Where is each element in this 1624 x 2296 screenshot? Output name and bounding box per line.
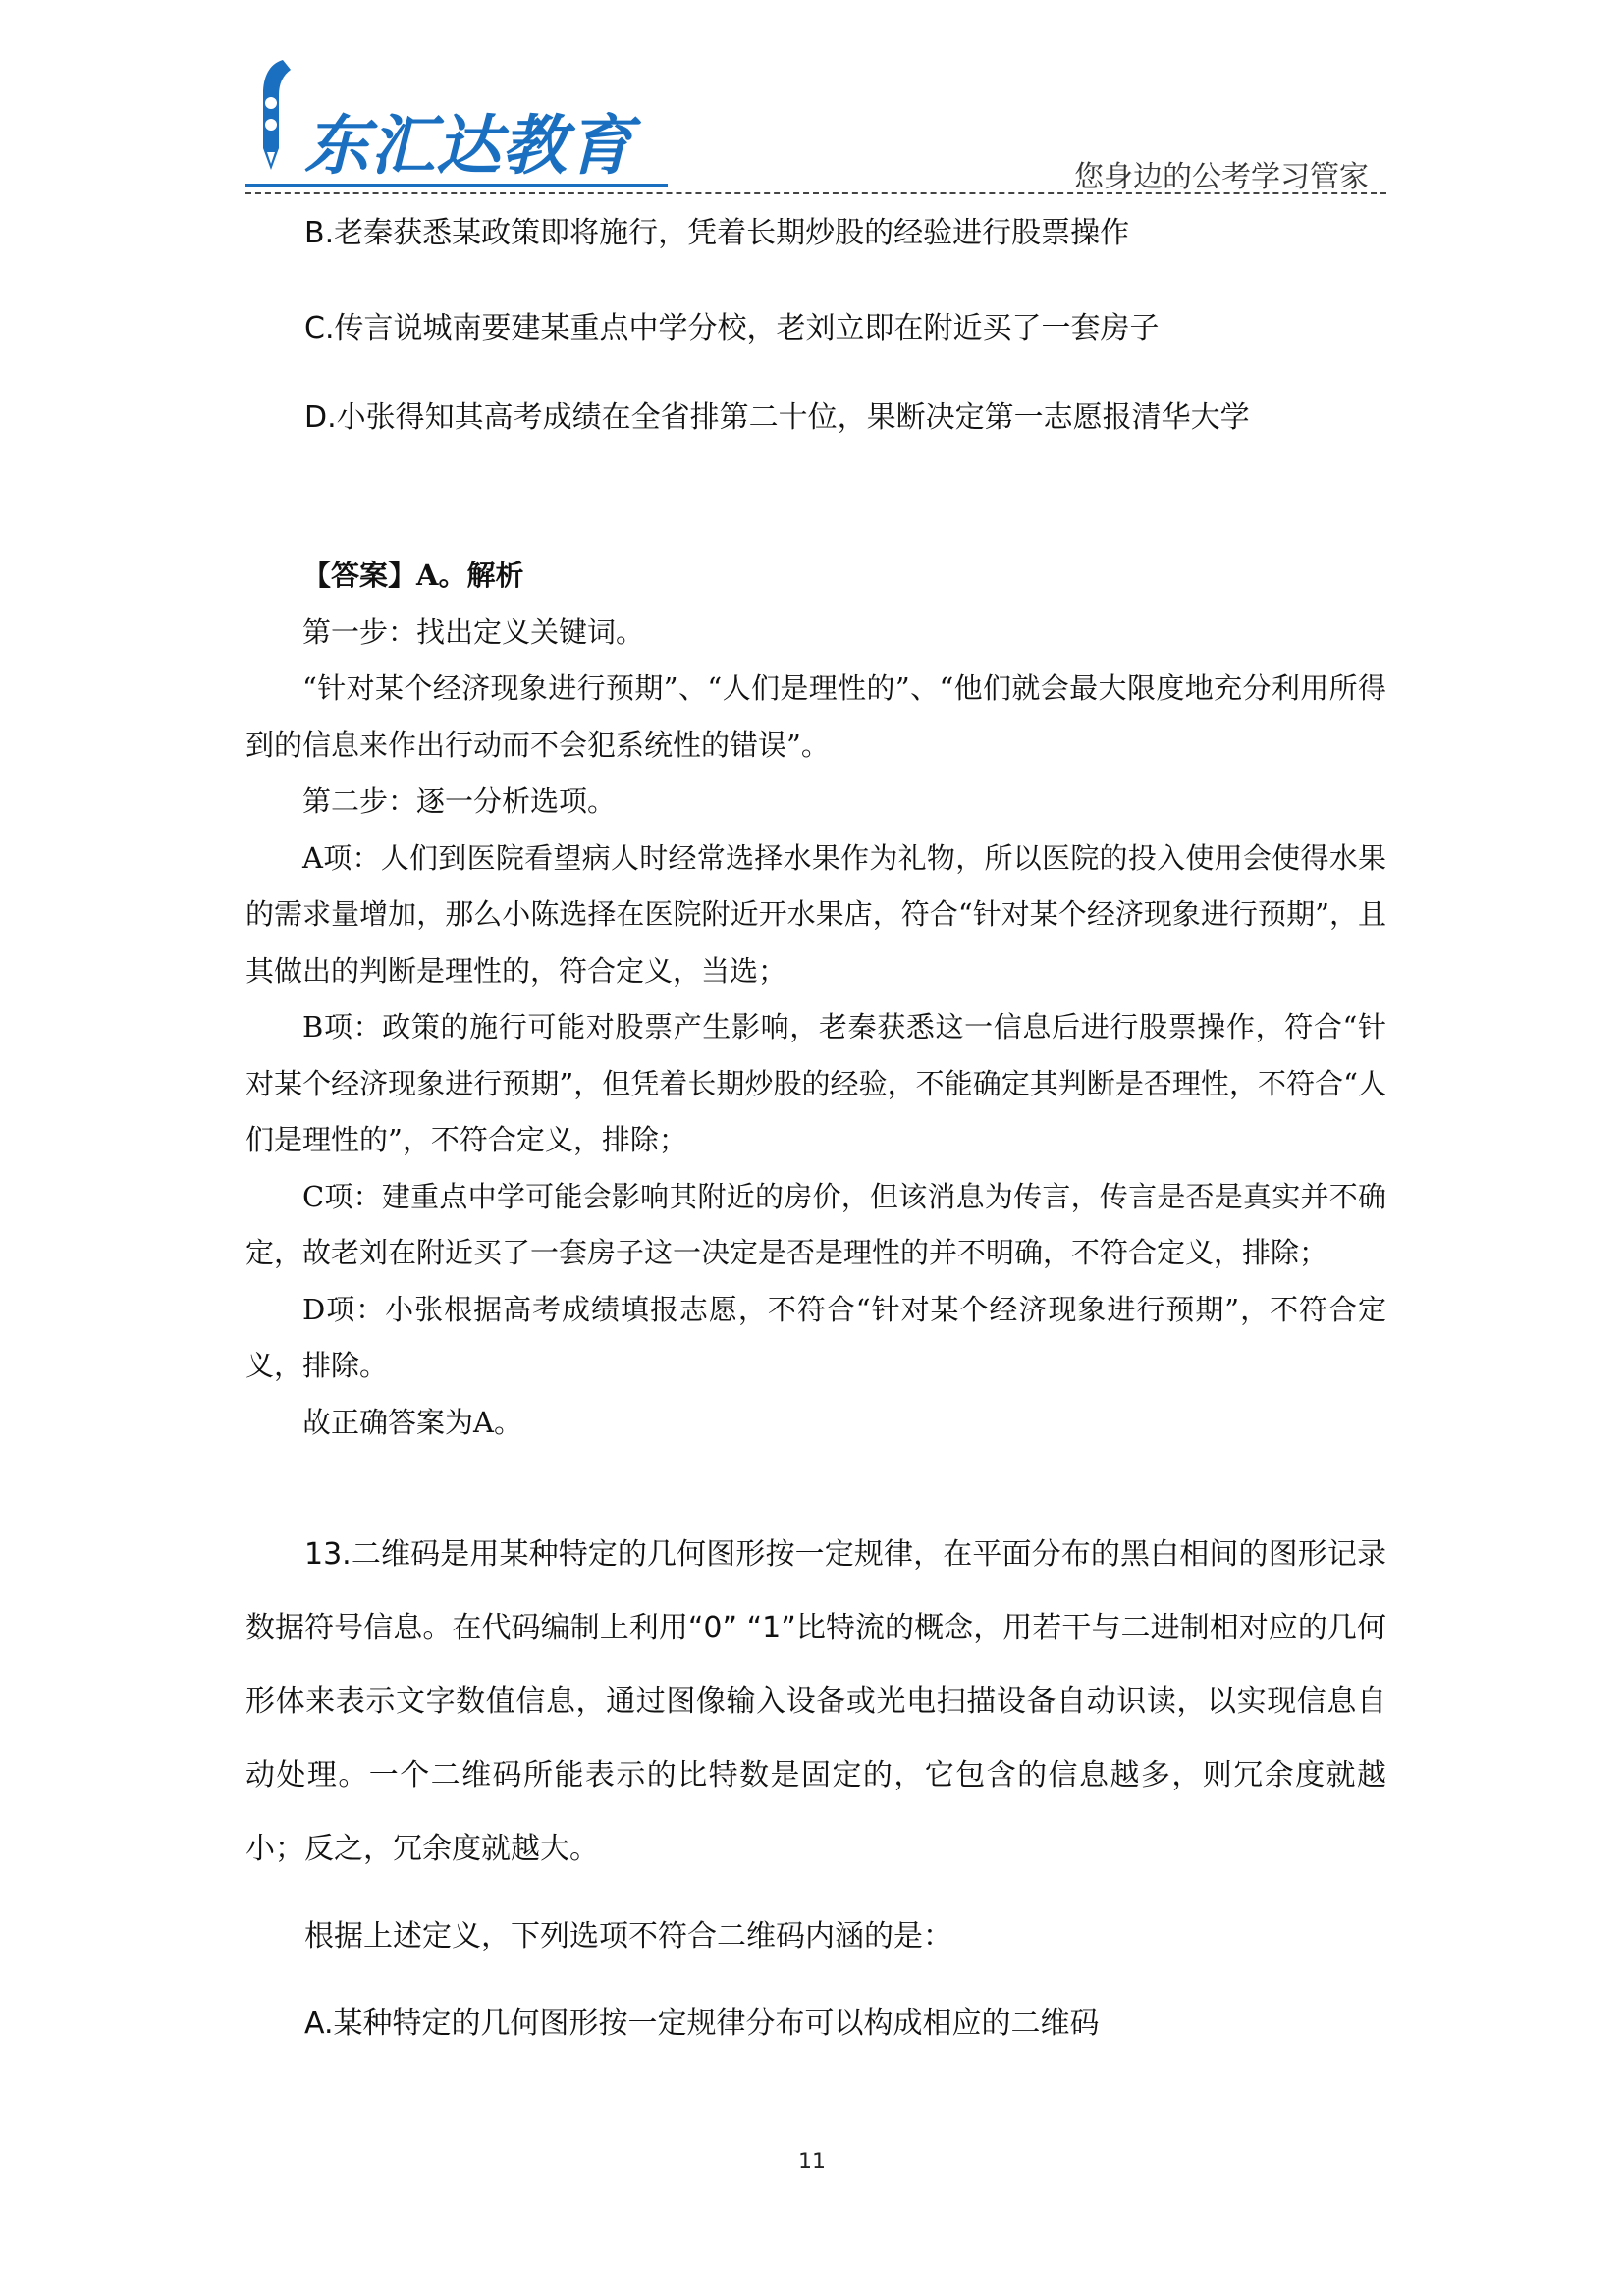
answer-heading: 【答案】A。解析 bbox=[302, 559, 524, 592]
logo bbox=[245, 54, 668, 182]
analysis-option-d: D项：小张根据高考成绩填报志愿，不符合“针对某个经济现象进行预期”，不符合定义，排除。 bbox=[245, 1292, 1386, 1382]
header-rule-dashed bbox=[245, 192, 1386, 194]
question-13-option-a: A.某种特定的几何图形按一定规律分布可以构成相应的二维码 bbox=[304, 2006, 1100, 2041]
page-number: 11 bbox=[798, 2150, 826, 2174]
question-13-stem: 13.二维码是用某种特定的几何图形按一定规律，在平面分布的黑白相间的图形记录数据符号信息。在代码编制上利用“0” “1”比特流的概念，用若干与二进制相对应的几何形体来表示文字数值信息，通过图像输入设备或光电扫描设备自动识读，以实现信息自动处理。一个二维码所能表示的比特数是固定的，它包含的信息越多，则冗余度就越小；反之，冗余度就越大。 bbox=[245, 1537, 1386, 1866]
analysis-conclusion: 故正确答案为A。 bbox=[302, 1405, 522, 1439]
analysis-step-1: 第一步：找出定义关键词。 bbox=[302, 614, 645, 649]
pen-icon bbox=[245, 54, 304, 182]
page-header bbox=[245, 54, 1386, 201]
page-content bbox=[245, 196, 1386, 2060]
spacer bbox=[245, 454, 1386, 548]
option-c: C.传言说城南要建某重点中学分校，老刘立即在附近买了一套房子 bbox=[304, 311, 1160, 346]
option-b: B.老秦获悉某政策即将施行，凭着长期炒股的经验进行股票操作 bbox=[304, 216, 1130, 250]
analysis-option-a: A项：人们到医院看望病人时经常选择水果作为礼物，所以医院的投入使用会使得水果的需求量增加，那么小陈选择在医院附近开水果店，符合“针对某个经济现象进行预期”，且其做出的判断是理性的，符合定义，当选； bbox=[245, 840, 1386, 988]
header-rule-solid bbox=[245, 184, 668, 187]
option-d: D.小张得知其高考成绩在全省排第二十位，果断决定第一志愿报清华大学 bbox=[304, 400, 1250, 435]
analysis-step-2: 第二步：逐一分析选项。 bbox=[302, 784, 617, 818]
analysis-option-c: C项：建重点中学可能会影响其附近的房价，但该消息为传言，传言是否是真实并不确定，故老刘在附近买了一套房子这一决定是否是理性的并不明确，不符合定义，排除； bbox=[245, 1179, 1386, 1269]
analysis-keywords: “针对某个经济现象进行预期”、“人们是理性的”、“他们就会最大限度地充分利用所得到的信息来作出行动而不会犯系统性的错误”。 bbox=[245, 671, 1386, 762]
logo-text: 东汇达教育 bbox=[304, 108, 633, 184]
analysis-option-b: B项：政策的施行可能对股票产生影响，老秦获悉这一信息后进行股票操作，符合“针对某个经济现象进行预期”，但凭着长期炒股的经验，不能确定其判断是否理性，不符合“人们是理性的”，不符合定义，排除； bbox=[245, 1010, 1386, 1156]
question-13-prompt: 根据上述定义，下列选项不符合二维码内涵的是： bbox=[304, 1919, 952, 1953]
spacer bbox=[245, 1451, 1386, 1518]
header-slogan: 您身边的公考学习管家 bbox=[1074, 160, 1369, 194]
